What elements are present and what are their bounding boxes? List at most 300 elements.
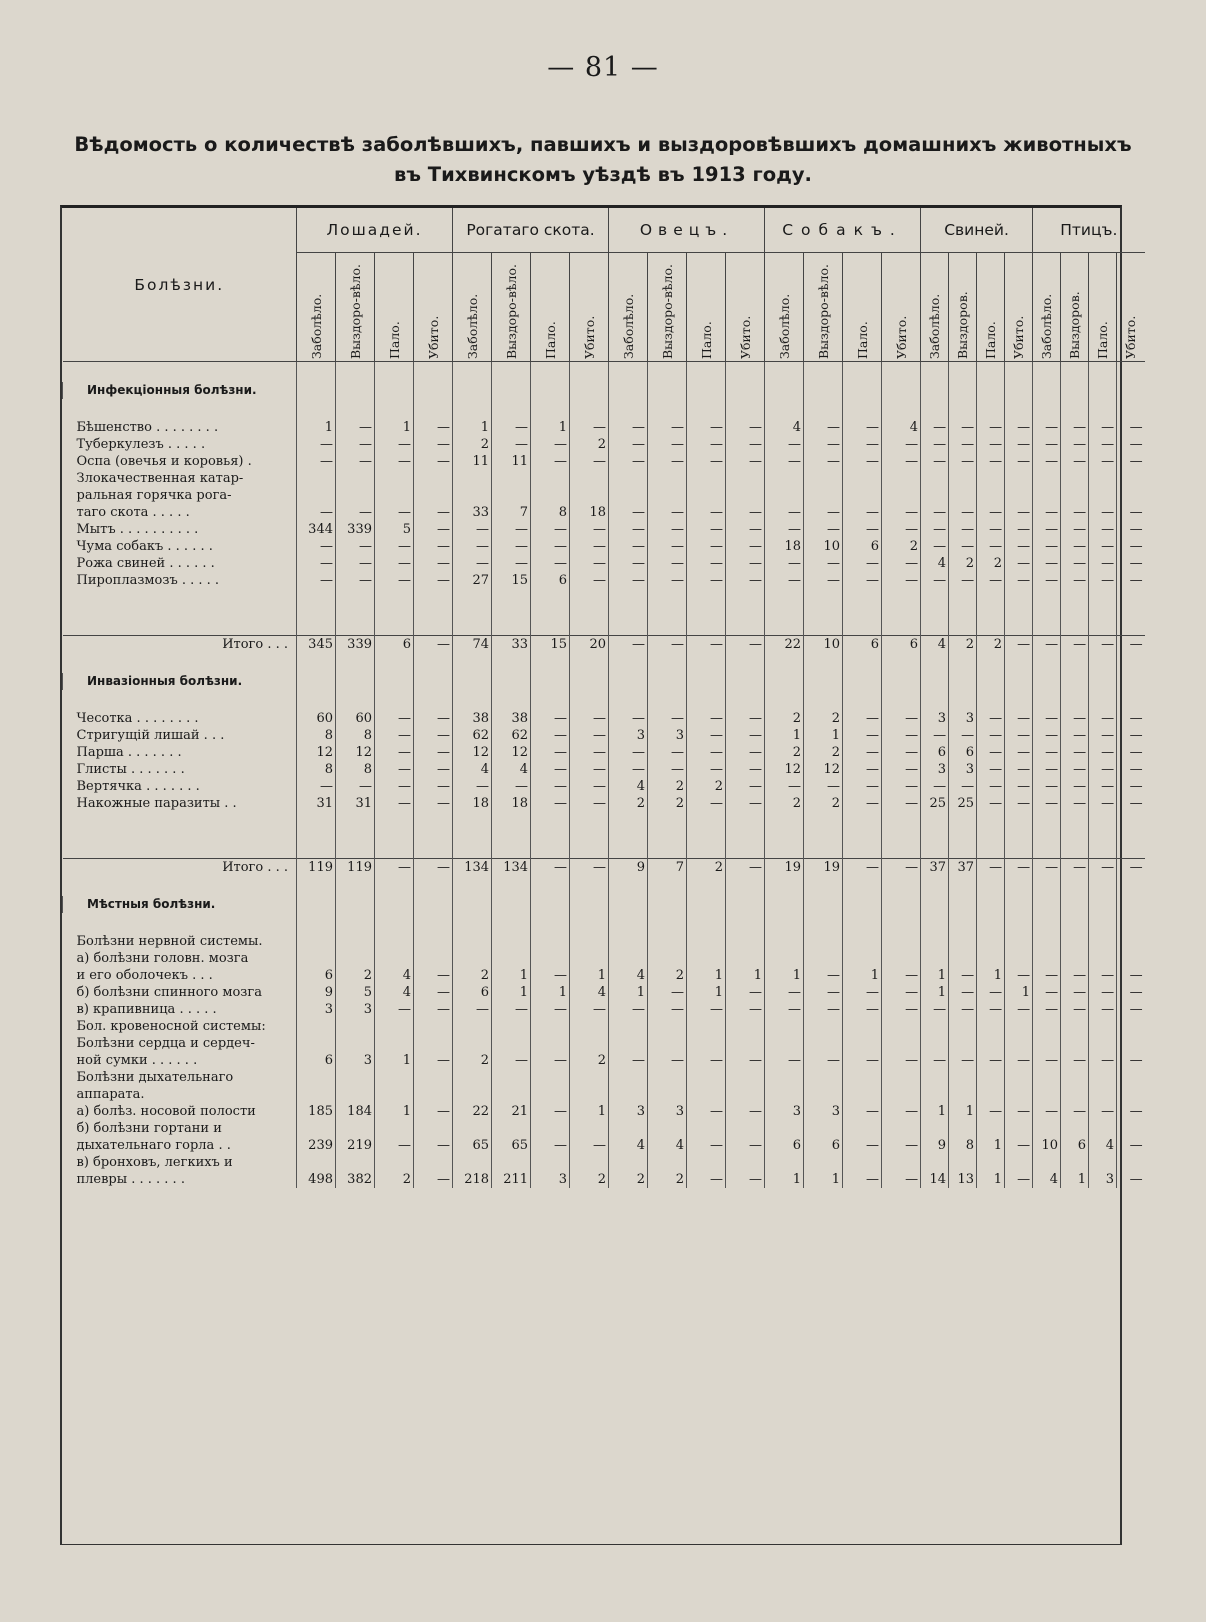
value-cell: 12 [453,744,492,761]
value-cell: — [843,1137,882,1154]
value-cell [687,1069,726,1086]
value-cell: — [804,778,843,795]
value-cell: 2 [765,795,804,812]
spacer-row [63,812,1145,859]
value-cell [921,1086,949,1103]
table-row [63,1052,1145,1069]
value-cell: — [414,436,453,453]
value-cell: 6 [804,1137,843,1154]
table-row [63,538,1145,555]
value-cell: 2 [609,795,648,812]
value-cell [453,673,492,690]
value-cell [1061,1069,1089,1086]
section-row [63,382,1145,399]
value-cell: — [882,1137,921,1154]
section-title: Мѣстныя болѣзни. [63,896,297,913]
value-cell: — [1061,636,1089,654]
value-cell: — [843,710,882,727]
value-cell: — [414,744,453,761]
value-cell: — [882,727,921,744]
value-cell [1117,382,1145,399]
subheader-cattle-1 [492,253,531,362]
disease-name: аппарата. [76,1087,145,1102]
value-cell: 4 [648,1137,687,1154]
value-cell: — [977,984,1005,1001]
value-cell: — [882,1171,921,1188]
value-cell [882,487,921,504]
value-cell: — [1089,436,1117,453]
value-cell [1089,673,1117,690]
value-cell: — [843,1103,882,1120]
value-cell: — [1061,967,1089,984]
value-cell: — [843,1001,882,1018]
subheader-label: Убито. [425,315,441,359]
subheader-label: Пало. [983,321,999,359]
value-cell: — [843,984,882,1001]
value-cell: — [1061,538,1089,555]
value-cell: — [804,1001,843,1018]
value-cell: — [414,1001,453,1018]
value-cell: 2 [648,795,687,812]
value-cell [882,896,921,913]
value-cell: — [531,453,570,470]
value-cell: 3 [949,761,977,778]
value-cell [977,933,1005,950]
value-cell: — [1089,967,1117,984]
value-cell [1089,1069,1117,1086]
value-cell [375,1120,414,1137]
value-cell [1089,950,1117,967]
value-cell: 10 [1033,1137,1061,1154]
value-cell: — [687,419,726,436]
value-cell: — [336,504,375,521]
disease-name: Бол. кровеносной системы: [76,1019,266,1034]
value-cell: 1 [570,967,609,984]
value-cell: — [570,538,609,555]
value-cell [1033,1154,1061,1171]
value-cell: — [1005,744,1033,761]
value-cell [921,470,949,487]
value-cell: — [531,538,570,555]
value-cell [1005,896,1033,913]
disease-name: а) болѣз. носовой полости [76,1104,256,1119]
value-cell [687,382,726,399]
value-cell: — [648,744,687,761]
value-cell: 6 [843,538,882,555]
value-cell [570,896,609,913]
subheader-label: Пало. [1095,321,1111,359]
value-cell: — [1033,710,1061,727]
value-cell: — [375,1001,414,1018]
value-cell: — [843,795,882,812]
value-cell: — [977,795,1005,812]
value-cell [1005,1035,1033,1052]
value-cell: — [1089,710,1117,727]
value-cell: 60 [336,710,375,727]
value-cell [1005,1018,1033,1035]
value-cell: — [1061,859,1089,877]
value-cell [949,470,977,487]
value-cell: 18 [492,795,531,812]
value-cell: — [949,453,977,470]
value-cell: — [531,436,570,453]
value-cell [531,1018,570,1035]
value-cell: — [949,572,977,589]
value-cell [453,933,492,950]
disease-name: Туберкулезъ . . . . . [76,437,206,452]
value-cell: — [336,555,375,572]
value-cell: — [1005,761,1033,778]
value-cell: — [726,710,765,727]
value-cell [570,1069,609,1086]
value-cell: — [1117,636,1145,654]
value-cell: 6 [297,967,336,984]
value-cell: — [977,1052,1005,1069]
value-cell: — [921,778,949,795]
value-cell [375,1035,414,1052]
value-cell: — [336,572,375,589]
value-cell: 2 [570,1171,609,1188]
value-cell: — [977,778,1005,795]
value-cell: — [414,538,453,555]
value-cell: — [609,710,648,727]
value-cell: — [882,1052,921,1069]
value-cell [687,950,726,967]
value-cell [882,1086,921,1103]
value-cell: — [1061,795,1089,812]
value-cell [804,1154,843,1171]
value-cell: — [414,521,453,538]
value-cell: — [1117,1052,1145,1069]
value-cell [414,1086,453,1103]
value-cell: — [375,504,414,521]
value-cell: — [843,555,882,572]
value-cell: — [1089,453,1117,470]
value-cell: — [882,967,921,984]
value-cell [375,673,414,690]
value-cell: — [570,453,609,470]
value-cell: 6 [297,1052,336,1069]
value-cell [1033,1035,1061,1052]
value-cell: — [570,727,609,744]
value-cell: 15 [531,636,570,654]
value-cell [414,933,453,950]
value-cell: — [1089,636,1117,654]
value-cell: 9 [609,859,648,877]
value-cell: — [1005,572,1033,589]
subheader-birds-0 [1033,253,1061,362]
value-cell: 4 [882,419,921,436]
value-cell [882,1120,921,1137]
table-row [63,744,1145,761]
value-cell: 7 [492,504,531,521]
value-cell: — [609,538,648,555]
value-cell [921,896,949,913]
value-cell: 1 [1061,1171,1089,1188]
value-cell: — [1089,761,1117,778]
value-cell [687,896,726,913]
value-cell: — [1117,710,1145,727]
value-cell [1005,933,1033,950]
value-cell: — [609,636,648,654]
value-cell [1005,1154,1033,1171]
value-cell [726,950,765,967]
subheader-label: Заболѣло. [1039,293,1055,359]
value-cell [1033,1018,1061,1035]
value-cell [531,1035,570,1052]
table-row [63,504,1145,521]
value-cell [882,673,921,690]
value-cell [1089,1120,1117,1137]
value-cell: 4 [375,984,414,1001]
value-cell: — [492,555,531,572]
value-cell: 11 [492,453,531,470]
table-row [63,1018,1145,1035]
subheader-label: Пало. [542,321,558,359]
value-cell: — [1033,436,1061,453]
value-cell: — [726,761,765,778]
value-cell: — [1005,795,1033,812]
disease-name: Чума собакъ . . . . . . [76,539,213,554]
value-cell [492,1069,531,1086]
value-cell: — [492,1052,531,1069]
value-cell: — [1005,453,1033,470]
value-cell [375,1154,414,1171]
value-cell [882,933,921,950]
value-cell [726,1120,765,1137]
value-cell: — [1061,1001,1089,1018]
value-cell: 1 [492,984,531,1001]
value-cell: 2 [977,636,1005,654]
value-cell [921,950,949,967]
value-cell: — [1033,1103,1061,1120]
value-cell: — [648,436,687,453]
disease-name: Бѣшенство . . . . . . . . [76,420,219,435]
value-cell [297,1018,336,1035]
value-cell: 5 [375,521,414,538]
value-cell: 3 [648,727,687,744]
value-cell [921,673,949,690]
value-cell [453,1035,492,1052]
value-cell: 3 [336,1052,375,1069]
value-cell [375,487,414,504]
value-cell [648,1018,687,1035]
group-dogs: Собакъ. [765,208,921,253]
value-cell: — [921,572,949,589]
value-cell: — [1089,1103,1117,1120]
subheader-label: Заболѣло. [927,293,943,359]
value-cell [977,382,1005,399]
value-cell: 2 [977,555,1005,572]
value-cell: — [804,436,843,453]
value-cell [921,382,949,399]
subheader-label: Заболѣло. [464,293,480,359]
value-cell: — [804,555,843,572]
value-cell: 4 [375,967,414,984]
value-cell: — [1089,1001,1117,1018]
value-cell: 2 [570,436,609,453]
value-cell: — [726,1052,765,1069]
value-cell [765,487,804,504]
value-cell: — [1033,778,1061,795]
value-cell [687,1035,726,1052]
spacer-row [63,653,1145,673]
value-cell: — [609,744,648,761]
value-cell: 3 [336,1001,375,1018]
value-cell: — [1061,419,1089,436]
value-cell [1089,470,1117,487]
value-cell: — [921,1001,949,1018]
table-row [63,436,1145,453]
value-cell [977,470,1005,487]
value-cell: — [977,744,1005,761]
value-cell: — [1033,859,1061,877]
value-cell: — [726,727,765,744]
value-cell: — [843,436,882,453]
value-cell [1117,1120,1145,1137]
disease-name: Накожные паразиты . . [76,796,237,811]
value-cell: — [843,727,882,744]
value-cell: — [1033,521,1061,538]
value-cell [1117,487,1145,504]
value-cell: 22 [453,1103,492,1120]
value-cell: — [414,1137,453,1154]
disease-name: плевры . . . . . . . [76,1172,185,1187]
value-cell [804,933,843,950]
value-cell: 37 [921,859,949,877]
value-cell [1033,1120,1061,1137]
value-cell: — [1005,504,1033,521]
value-cell: — [570,572,609,589]
value-cell [882,1154,921,1171]
value-cell [414,487,453,504]
value-cell: 119 [336,859,375,877]
value-cell: 8 [297,727,336,744]
value-cell: — [882,1103,921,1120]
value-cell [726,896,765,913]
value-cell: 8 [336,761,375,778]
value-cell [949,1086,977,1103]
value-cell: — [1005,1137,1033,1154]
value-cell [531,950,570,967]
value-cell: — [1033,984,1061,1001]
value-cell [1117,1035,1145,1052]
value-cell [882,1035,921,1052]
subheader-dogs-3 [882,253,921,362]
value-cell: — [531,1052,570,1069]
value-cell: 2 [804,710,843,727]
subheader-pigs-0 [921,253,949,362]
value-cell: 6 [843,636,882,654]
value-cell [765,1018,804,1035]
value-cell: — [531,555,570,572]
value-cell: — [687,1103,726,1120]
value-cell: 1 [726,967,765,984]
value-cell: — [726,984,765,1001]
value-cell [336,1120,375,1137]
table-row [63,950,1145,967]
value-cell: — [648,521,687,538]
value-cell: — [977,436,1005,453]
value-cell [1033,470,1061,487]
value-cell [843,1120,882,1137]
title-line-2: въ Тихвинскомъ уѣздѣ въ 1913 году. [394,163,812,186]
table-row [63,1120,1145,1137]
disease-name: Итого . . . [63,636,297,654]
value-cell [1117,1069,1145,1086]
value-cell: — [949,1052,977,1069]
value-cell [804,382,843,399]
value-cell [570,1018,609,1035]
value-cell: — [570,555,609,572]
value-cell: 2 [336,967,375,984]
value-cell: — [1061,555,1089,572]
value-cell: 33 [453,504,492,521]
value-cell: — [1117,1001,1145,1018]
value-cell [843,382,882,399]
value-cell: 74 [453,636,492,654]
value-cell [1005,470,1033,487]
value-cell [492,950,531,967]
value-cell: 8 [336,727,375,744]
value-cell: — [570,1137,609,1154]
value-cell: — [977,521,1005,538]
value-cell [687,673,726,690]
value-cell [687,1154,726,1171]
value-cell: 3 [921,761,949,778]
value-cell [492,1086,531,1103]
value-cell [375,1069,414,1086]
disease-name: а) болѣзни головн. мозга [76,951,249,966]
value-cell [648,1154,687,1171]
table-row [63,727,1145,744]
value-cell: — [297,572,336,589]
value-cell: — [570,521,609,538]
value-cell: — [977,1103,1005,1120]
value-cell: — [609,572,648,589]
value-cell: — [1033,1001,1061,1018]
value-cell: — [1033,504,1061,521]
value-cell: — [375,555,414,572]
value-cell [297,933,336,950]
value-cell [570,1035,609,1052]
value-cell: — [921,436,949,453]
table-row [63,1001,1145,1018]
value-cell [375,382,414,399]
value-cell [1117,933,1145,950]
value-cell: — [1061,727,1089,744]
value-cell: — [1089,419,1117,436]
value-cell [1089,1018,1117,1035]
subheader-label: Заболѣло. [308,293,324,359]
value-cell: — [882,778,921,795]
value-cell: — [531,1103,570,1120]
table-row [63,710,1145,727]
value-cell: — [453,555,492,572]
spacer-row [63,876,1145,896]
value-cell [453,487,492,504]
value-cell: 6 [765,1137,804,1154]
value-cell: — [882,572,921,589]
value-cell: 12 [336,744,375,761]
subheader-label: Выздоров. [955,291,971,359]
value-cell: — [949,436,977,453]
value-cell: 1 [492,967,531,984]
value-cell [453,382,492,399]
value-cell: 31 [336,795,375,812]
disease-name: Болѣзни нервной системы. [76,934,263,949]
value-cell: — [1117,419,1145,436]
